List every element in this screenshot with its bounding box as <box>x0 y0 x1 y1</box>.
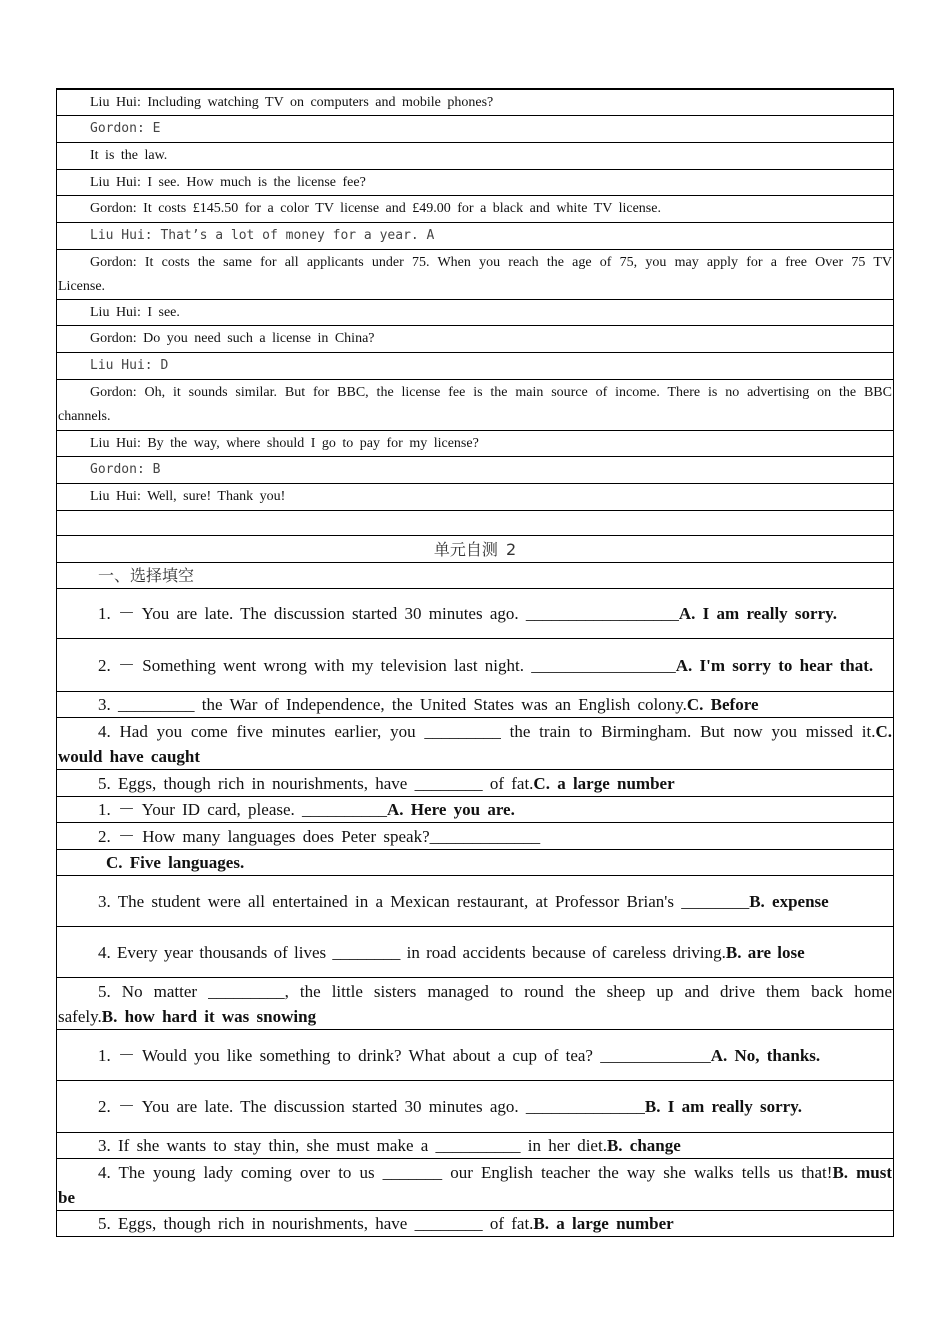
question-text: 3. _________ the War of Independence, the United States was an English colony. <box>98 695 687 714</box>
question-row <box>56 797 894 823</box>
question-text: 3. The student were all entertained in a Mexican restaurant, at Professor Brian's ________ <box>98 891 750 911</box>
question-text: 5. No matter _________, the little sisters managed to round the sheep up and drive them back home safely. <box>58 981 892 1026</box>
dialogue-text: Gordon: It costs £145.50 for a color TV license and £49.00 for a black and white TV license. <box>90 201 661 216</box>
dialogue-answer: Gordon: B <box>90 462 161 477</box>
question-row <box>56 1030 894 1081</box>
question-text: 5. Eggs, though rich in nourishments, have ________ of fat. <box>98 773 534 793</box>
dialogue-text: Liu Hui: I see. <box>90 304 180 320</box>
subsection-title: 一、选择填空 <box>98 566 195 585</box>
dialogue-line <box>56 88 894 116</box>
dialogue-line <box>56 223 894 250</box>
question-text: 3. If she wants to stay thin, she must make a __________ in her diet. <box>98 1136 607 1155</box>
question-text: 2. － How many languages does Peter speak?_____________ <box>98 826 541 846</box>
question-row <box>56 718 894 770</box>
question-text: 5. Eggs, though rich in nourishments, have ________ of fat. <box>98 1214 534 1233</box>
dialogue-line <box>56 300 894 326</box>
question-row <box>56 639 894 692</box>
answer-text: C. Five languages. <box>106 853 245 872</box>
dialogue-line <box>56 484 894 511</box>
dialogue-line <box>56 326 894 353</box>
dialogue-text: Liu Hui: I see. How much is the license fee? <box>90 174 366 190</box>
answer-text: B. I am really sorry. <box>644 1097 803 1116</box>
answer-text: B. must be <box>58 1162 892 1207</box>
subsection-title-row <box>56 563 894 589</box>
worksheet-table <box>56 88 894 1237</box>
answer-text: B. change <box>606 1136 681 1155</box>
section-title: 单元自测 2 <box>433 539 517 559</box>
dialogue-text: Liu Hui: Including watching TV on computers and mobile phones? <box>90 94 494 110</box>
question-text: 2. － Something went wrong with my television last night. _________________ <box>98 655 676 675</box>
dialogue-text: Liu Hui: Well, sure! Thank you! <box>90 489 286 504</box>
answer-row <box>56 850 894 876</box>
dialogue-line <box>56 196 894 223</box>
dialogue-line <box>56 170 894 196</box>
empty-row <box>56 511 894 536</box>
dialogue-line <box>56 116 894 143</box>
dialogue-text: Gordon: Do you need such a license in China? <box>90 331 375 346</box>
dialogue-answer: Liu Hui: That’s a lot of money for a year. A <box>90 228 435 243</box>
dialogue-line <box>56 380 894 431</box>
dialogue-line <box>56 457 894 484</box>
question-row <box>56 692 894 718</box>
answer-text: A. I am really sorry. <box>678 604 837 623</box>
question-text: 4. Had you come five minutes earlier, you _________ the train to Birmingham. But now you missed it. <box>98 721 876 741</box>
question-row <box>56 589 894 639</box>
answer-text: B. a large number <box>533 1214 674 1233</box>
question-text: 1. － Your ID card, please. __________ <box>98 800 388 819</box>
question-row <box>56 927 894 978</box>
question-text: 1. － You are late. The discussion started 30 minutes ago. __________________ <box>98 604 679 623</box>
dialogue-answer: Liu Hui: D <box>90 358 169 373</box>
answer-text: B. expense <box>749 891 829 911</box>
answer-text: C. a large number <box>533 773 675 793</box>
question-row <box>56 1133 894 1159</box>
dialogue-line <box>56 143 894 170</box>
dialogue-answer: Gordon: E <box>90 121 161 136</box>
answer-text: C. would have caught <box>58 721 892 766</box>
question-text: 2. － You are late. The discussion started 30 minutes ago. ______________ <box>98 1097 645 1116</box>
dialogue-text: Gordon: Oh, it sounds similar. But for BBC, the license fee is the main source of income. There is no advertising on the BBC channels. <box>58 385 892 424</box>
question-row <box>56 770 894 797</box>
question-text: 4. Every year thousands of lives ________ in road accidents because of careless driving. <box>98 942 726 962</box>
question-row <box>56 1211 894 1237</box>
section-title-row <box>56 536 894 563</box>
dialogue-text: Gordon: It costs the same for all applicants under 75. When you reach the age of 75, you may apply for a free Over 75 TV License. <box>58 254 892 294</box>
dialogue-line <box>56 431 894 457</box>
question-row <box>56 978 894 1030</box>
answer-text: A. I'm sorry to hear that. <box>675 655 874 675</box>
dialogue-line <box>56 353 894 380</box>
dialogue-line <box>56 250 894 300</box>
answer-text: A. Here you are. <box>387 800 515 819</box>
question-row <box>56 823 894 850</box>
dialogue-text: It is the law. <box>90 148 168 163</box>
answer-text: A. No, thanks. <box>710 1045 821 1065</box>
answer-text: B. are lose <box>725 942 805 962</box>
question-row <box>56 1081 894 1133</box>
answer-text: C. Before <box>686 695 759 714</box>
dialogue-text: Liu Hui: By the way, where should I go to pay for my license? <box>90 435 479 451</box>
answer-text: B. how hard it was snowing <box>101 1006 317 1026</box>
question-text: 1. － Would you like something to drink? What about a cup of tea? _____________ <box>98 1045 711 1065</box>
question-text: 4. The young lady coming over to us _______ our English teacher the way she walks tells us that! <box>98 1162 833 1182</box>
question-row <box>56 876 894 927</box>
question-row <box>56 1159 894 1211</box>
